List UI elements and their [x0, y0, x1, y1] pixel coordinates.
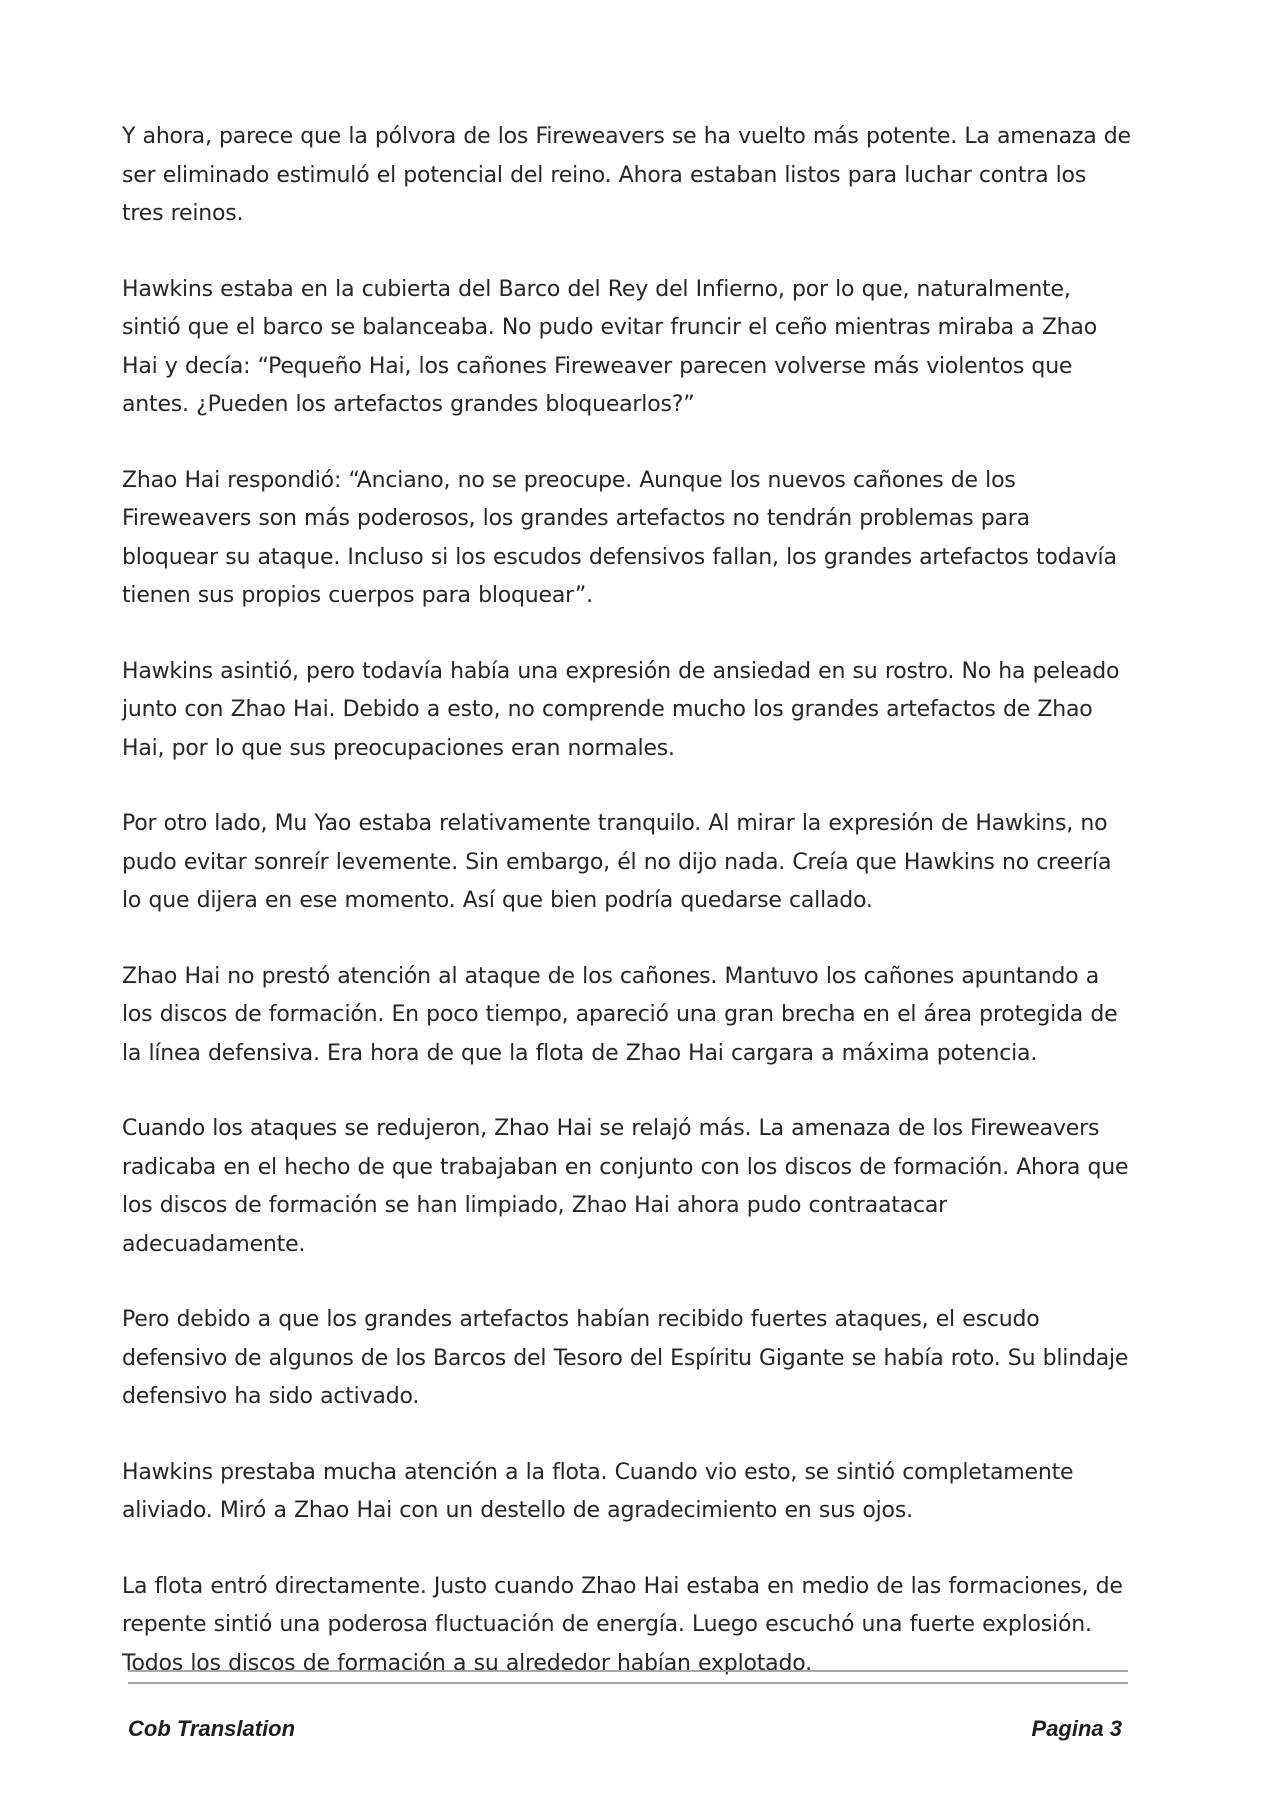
paragraph-2: Hawkins estaba en la cubierta del Barco del Rey del Infierno, por lo que, naturalmente, sintió que el barco se balanceaba. No pudo evitar fruncir el ceño mientras miraba a Zhao Hai y decía: “Pequeño Hai, los cañones Fireweaver parecen volverse más violentos que antes. ¿Pueden los artefactos grandes bloquearlos?” — [122, 276, 1097, 417]
paragraph-8: Pero debido a que los grandes artefactos habían recibido fuertes ataques, el escudo defensivo de algunos de los Barcos del Tesoro del Espíritu Gigante se había roto. Su blindaje defensivo ha sido activado. — [122, 1307, 1129, 1409]
paragraph-4: Hawkins asintió, pero todavía había una expresión de ansiedad en su rostro. No ha peleado junto con Zhao Hai. Debido a esto, no comprende mucho los grandes artefactos de Zhao Hai, por lo que sus preocupaciones eran normales. — [122, 658, 1120, 761]
paragraph-9: Hawkins prestaba mucha atención a la flota. Cuando vio esto, se sintió completamente aliviado. Miró a Zhao Hai con un destello de agradecimiento en sus ojos. — [122, 1459, 1074, 1523]
paragraph-1: Y ahora, parece que la pólvora de los Fireweavers se ha vuelto más potente. La amenaza de ser eliminado estimuló el potencial del reino. Ahora estaban listos para luchar contra los tres reinos. — [122, 124, 1131, 226]
paragraph-10: La flota entró directamente. Justo cuando Zhao Hai estaba en medio de las formaciones, de repente sintió una poderosa fluctuación de energía. Luego escuchó una fuerte explosión. Todos los discos de formación a su alrededor habían explotado. — [122, 1573, 1123, 1676]
footer-page-number: Pagina 3 — [1031, 1716, 1122, 1741]
footer-divider-top — [128, 1670, 1128, 1672]
paragraph-7: Cuando los ataques se redujeron, Zhao Hai se relajó más. La amenaza de los Fireweavers radicaba en el hecho de que trabajaban en conjunto con los discos de formación. Ahora que los discos de formación se han limpiado, Zhao Hai ahora pudo contraatacar adecuadamente. — [122, 1116, 1129, 1257]
paragraph-3: Zhao Hai respondió: “Anciano, no se preocupe. Aunque los nuevos cañones de los Fireweavers son más poderosos, los grandes artefactos no tendrán problemas para bloquear su ataque. Incluso si los escudos defensivos fallan, los grandes artefactos todavía tienen sus propios cuerpos para bloquear”. — [122, 467, 1117, 608]
footer-divider-bottom — [128, 1682, 1128, 1684]
paragraph-5: Por otro lado, Mu Yao estaba relativamente tranquilo. Al mirar la expresión de Hawkins, no pudo evitar sonreír levemente. Sin embargo, él no dijo nada. Creía que Hawkins no creería lo que dijera en ese momento. Así que bien podría quedarse callado. — [122, 811, 1112, 913]
body-text — [122, 118, 1132, 1720]
footer-publisher: Cob Translation — [128, 1716, 296, 1741]
paragraph-6: Zhao Hai no prestó atención al ataque de los cañones. Mantuvo los cañones apuntando a los discos de formación. En poco tiempo, apareció una gran brecha en el área protegida de la línea defensiva. Era hora de que la flota de Zhao Hai cargara a máxima potencia. — [122, 963, 1118, 1066]
